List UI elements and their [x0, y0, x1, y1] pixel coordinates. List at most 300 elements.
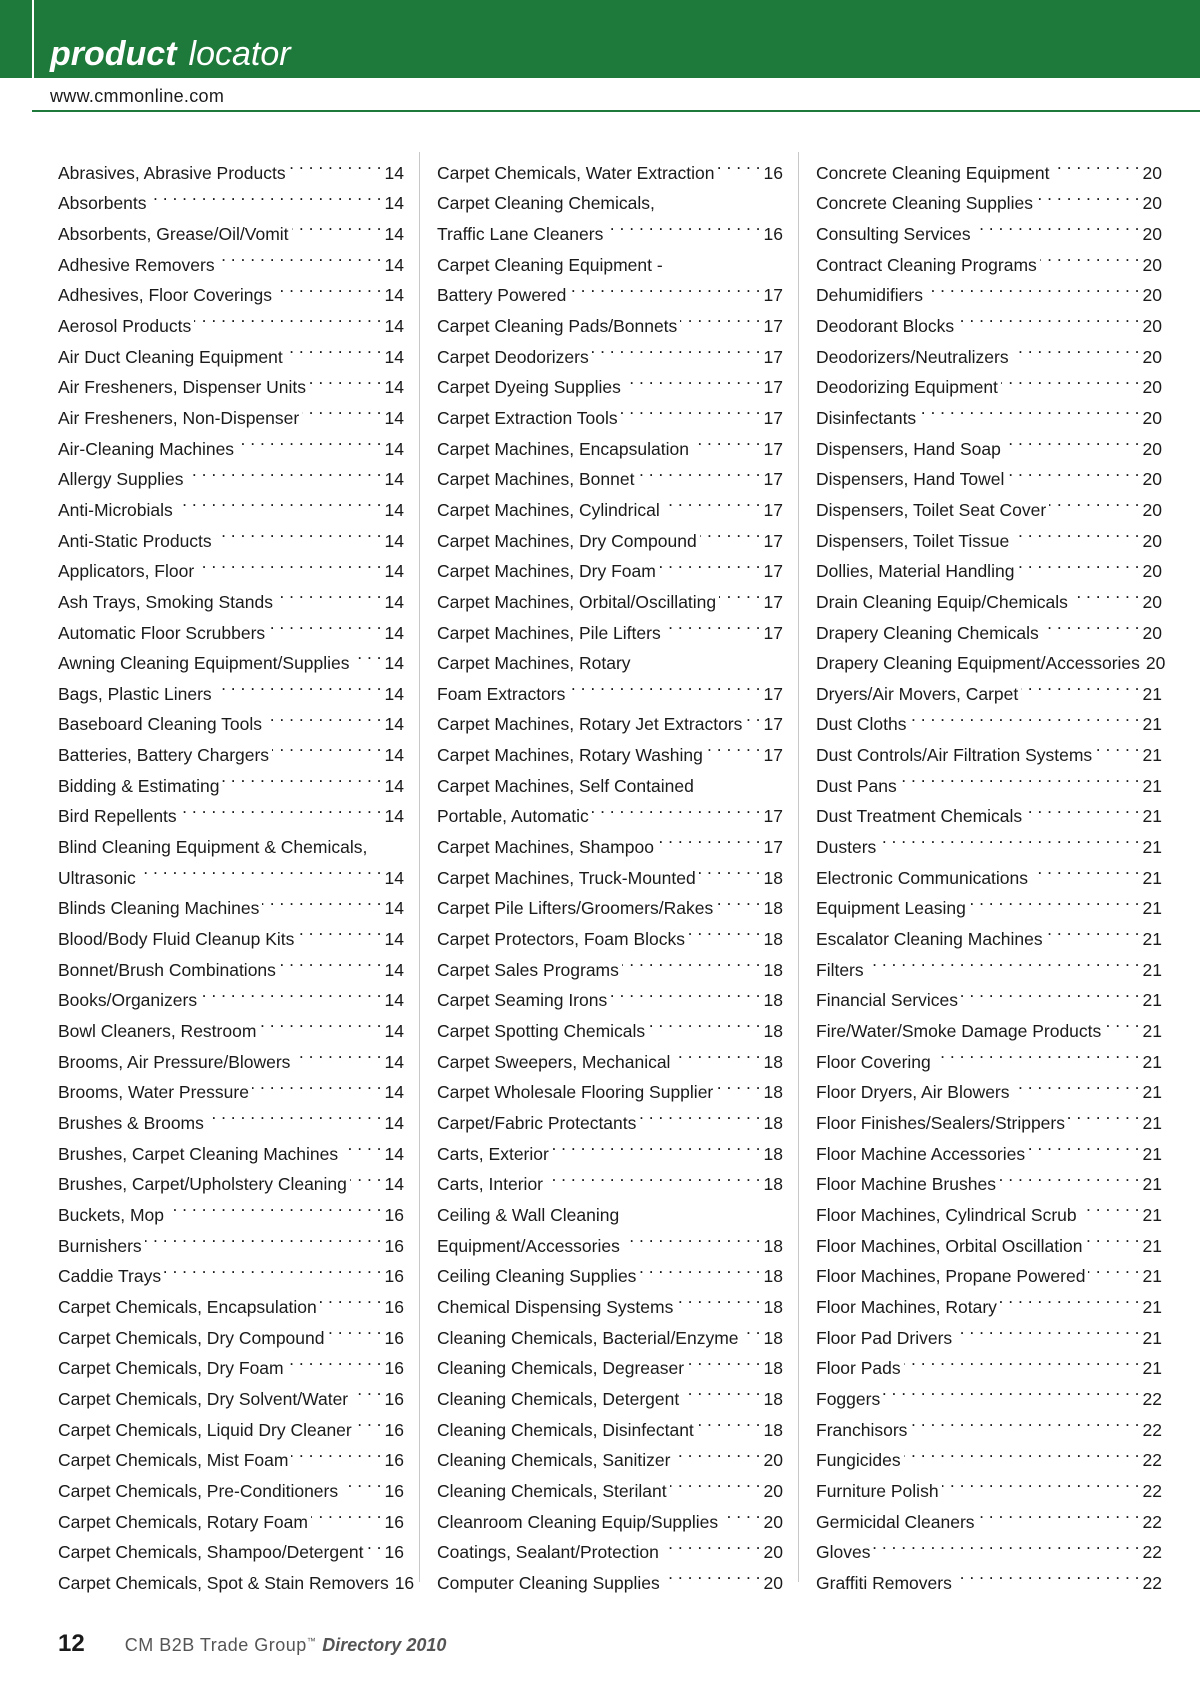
entry-label: Carpet Chemicals, Liquid Dry Cleaner — [58, 1419, 352, 1440]
entry-page-number: 14 — [384, 315, 404, 336]
entry-label: Dust Treatment Chemicals — [816, 806, 1023, 827]
dot-leader — [1085, 1221, 1139, 1252]
page-title-rest: locator — [188, 35, 291, 73]
entry-label: Carpet Machines, Dry Foam — [437, 561, 656, 582]
dot-leader — [673, 1436, 760, 1467]
dot-leader — [370, 822, 401, 853]
entry-label: Carpet Machines, Rotary Jet Extractors — [437, 714, 743, 735]
entry-label: Cleanroom Cleaning Equip/Supplies — [437, 1511, 719, 1532]
entry-label: Deodorant Blocks — [816, 315, 955, 336]
publisher-name — [125, 1635, 317, 1656]
entry-page-number: 18 — [763, 898, 783, 919]
entry-label: Carts, Interior — [437, 1174, 543, 1195]
entry-page-number: 14 — [384, 530, 404, 551]
entry-page-number: 16 — [384, 1542, 404, 1563]
entry-page-number: 17 — [763, 622, 783, 643]
entry-label: Equipment Leasing — [816, 898, 966, 919]
entry-label: Absorbents — [58, 193, 147, 214]
entry-page-number: 18 — [763, 929, 783, 950]
entry-page-number: 20 — [1142, 561, 1162, 582]
index-column-2 — [437, 148, 783, 1593]
dot-leader — [658, 179, 780, 210]
entry-label: Dryers/Air Movers, Carpet — [816, 683, 1019, 704]
entry-page-number: 20 — [1142, 622, 1162, 643]
entry-label: Dispensers, Toilet Seat Cover — [816, 499, 1047, 520]
entry-label: Fungicides — [816, 1450, 901, 1471]
entry-label: Floor Finishes/Sealers/Strippers — [816, 1113, 1065, 1133]
entry-page-number: 14 — [384, 162, 404, 183]
entry-page-number: 14 — [384, 1082, 404, 1103]
entry-page-number: 21 — [1142, 1358, 1162, 1379]
entry-page-number: 21 — [1142, 837, 1162, 858]
entry-label: Bowl Cleaners, Restroom — [58, 1021, 257, 1042]
dot-leader — [552, 1129, 761, 1160]
dot-leader — [662, 1528, 761, 1559]
entry-label: Traffic Lane Cleaners — [437, 223, 604, 244]
dot-leader — [546, 1160, 761, 1191]
dot-leader — [623, 1221, 761, 1252]
entry-page-number: 14 — [384, 775, 404, 796]
entry-page-number: 18 — [763, 1388, 783, 1409]
entry-label: Furniture Polish — [816, 1480, 939, 1501]
entry-page-number: 20 — [1142, 591, 1162, 612]
entry-label: Carpet Cleaning Equipment - — [437, 254, 663, 275]
entry-page-number: 20 — [1142, 285, 1162, 306]
dot-leader — [139, 853, 382, 884]
entry-page-number: 20 — [1142, 469, 1162, 490]
entry-label: Carpet Cleaning Chemicals, — [437, 193, 655, 214]
entry-label: Computer Cleaning Supplies — [437, 1572, 660, 1593]
header-divider — [32, 110, 1200, 112]
entry-label: Cleaning Chemicals, Bacterial/Enzyme — [437, 1327, 739, 1348]
dot-leader — [1013, 1068, 1140, 1099]
dot-leader — [742, 1313, 761, 1344]
dot-leader — [1042, 608, 1140, 639]
entry-page-number: 14 — [384, 929, 404, 950]
entry-label: Floor Dryers, Air Blowers — [816, 1082, 1010, 1103]
dot-leader — [1004, 424, 1140, 455]
entry-page-number: 16 — [384, 1266, 404, 1287]
entry-label: Carpet Machines, Encapsulation — [437, 438, 689, 459]
entry-label: Brooms, Water Pressure — [58, 1082, 249, 1103]
dot-leader — [351, 1374, 381, 1405]
dot-leader — [194, 301, 381, 332]
dot-leader — [145, 1221, 382, 1252]
dot-leader — [366, 1528, 381, 1559]
entry-label: Chemical Dispensing Systems — [437, 1296, 674, 1317]
dot-leader — [961, 976, 1140, 1007]
entry-page-number: 14 — [384, 346, 404, 367]
dot-leader — [1001, 363, 1140, 394]
dot-leader — [610, 976, 760, 1007]
dot-leader — [926, 271, 1140, 302]
dot-leader — [289, 148, 382, 179]
dot-leader — [1028, 1129, 1139, 1160]
dot-leader — [1012, 516, 1139, 547]
entry-page-number: 14 — [384, 622, 404, 643]
entry-page-number: 18 — [763, 1082, 783, 1103]
entry-label: Air Fresheners, Dispenser Units — [58, 377, 306, 398]
entry-page-number: 20 — [1142, 162, 1162, 183]
entry-page-number: 18 — [763, 1235, 783, 1256]
dot-leader — [215, 669, 382, 700]
entry-page-number: 18 — [763, 1358, 783, 1379]
dot-leader — [592, 332, 761, 363]
dot-leader — [1031, 853, 1140, 884]
entry-page-number: 20 — [763, 1450, 783, 1471]
entry-page-number: 16 — [384, 1511, 404, 1532]
dot-leader — [218, 240, 382, 271]
dot-leader — [286, 332, 382, 363]
dot-leader — [955, 1558, 1140, 1589]
entry-page-number: 20 — [1142, 346, 1162, 367]
dot-leader — [879, 822, 1139, 853]
entry-label: Foam Extractors — [437, 683, 566, 704]
entry-page-number: 14 — [384, 714, 404, 735]
dot-leader — [639, 1252, 760, 1283]
entry-label: Portable, Automatic — [437, 806, 589, 827]
entry-label: Adhesives, Floor Coverings — [58, 285, 272, 306]
entry-label: Equipment/Accessories — [437, 1235, 620, 1256]
entry-label: Dispensers, Hand Soap — [816, 438, 1001, 459]
entry-page-number: 14 — [384, 867, 404, 888]
entry-page-number: 17 — [763, 407, 783, 428]
entry-page-number: 17 — [763, 346, 783, 367]
entry-page-number: 21 — [1142, 1327, 1162, 1348]
dot-leader — [969, 884, 1140, 915]
dot-leader — [167, 1190, 382, 1221]
entry-label: Carpet Sales Programs — [437, 959, 619, 980]
entry-label: Floor Machine Brushes — [816, 1174, 996, 1195]
entry-label: Carpet Chemicals, Mist Foam — [58, 1450, 289, 1471]
column-divider — [798, 152, 799, 1582]
entry-label: Carpet Wholesale Flooring Supplier — [437, 1082, 714, 1103]
entry-label: Fire/Water/Smoke Damage Products — [816, 1021, 1102, 1042]
entry-label: Battery Powered — [437, 285, 567, 306]
entry-page-number: 21 — [1142, 1235, 1162, 1256]
entry-label: Carpet Machines, Shampoo — [437, 837, 654, 858]
entry-page-number: 17 — [763, 438, 783, 459]
dot-leader — [1049, 485, 1139, 516]
dot-leader — [676, 1282, 760, 1313]
entry-label: Carts, Exterior — [437, 1143, 549, 1164]
entry-label: Escalator Cleaning Machines — [816, 929, 1043, 950]
entry-label: Carpet Machines, Cylindrical — [437, 499, 660, 520]
dot-leader — [719, 577, 760, 608]
entry-label: Carpet/Fabric Protectants — [437, 1113, 637, 1133]
entry-page-number: 14 — [384, 1143, 404, 1164]
dot-leader — [648, 1006, 760, 1037]
entry-label: Cleaning Chemicals, Detergent — [437, 1388, 680, 1409]
dot-leader — [867, 945, 1140, 976]
entry-label: Cleaning Chemicals, Sterilant — [437, 1480, 667, 1501]
entry-page-number: 16 — [384, 1419, 404, 1440]
entry-page-number: 20 — [1142, 499, 1162, 520]
entry-label: Foggers — [816, 1388, 881, 1409]
entry-label: Awning Cleaning Equipment/Supplies — [58, 653, 350, 674]
dot-leader — [957, 301, 1139, 332]
dot-leader — [682, 1374, 760, 1405]
entry-label: Carpet Machines, Rotary Washing — [437, 745, 703, 766]
entry-page-number: 21 — [1142, 1296, 1162, 1317]
entry-page-number: 14 — [384, 469, 404, 490]
entry-page-number: 16 — [384, 1235, 404, 1256]
dot-leader — [1000, 1282, 1140, 1313]
dot-leader — [1095, 730, 1139, 761]
entry-page-number: 22 — [1142, 1511, 1162, 1532]
dot-leader — [355, 1405, 382, 1436]
dot-leader — [718, 148, 761, 179]
dot-leader — [215, 516, 382, 547]
entry-label: Caddie Trays — [58, 1266, 162, 1287]
dot-leader — [716, 1068, 760, 1099]
entry-page-number: 21 — [1142, 714, 1162, 735]
entry-label: Air Duct Cleaning Equipment — [58, 346, 283, 367]
entry-page-number: 20 — [763, 1542, 783, 1563]
entry-label: Ceiling Cleaning Supplies — [437, 1266, 637, 1287]
dot-leader — [978, 1497, 1140, 1528]
dot-leader — [180, 792, 382, 823]
dot-leader — [1017, 547, 1139, 578]
entry-page-number: 17 — [763, 837, 783, 858]
entry-page-number: 18 — [763, 1266, 783, 1287]
entry-label: Deodorizing Equipment — [816, 377, 998, 398]
dot-leader — [1021, 669, 1139, 700]
dot-leader — [670, 1466, 761, 1497]
dot-leader — [1068, 1098, 1140, 1129]
entry-page-number: 14 — [384, 377, 404, 398]
dot-leader — [268, 608, 381, 639]
dot-leader — [222, 761, 381, 792]
entry-page-number: 18 — [763, 959, 783, 980]
dot-leader — [1071, 577, 1140, 608]
entry-label: Carpet Protectors, Foam Blocks — [437, 929, 685, 950]
dot-leader — [716, 884, 760, 915]
entry-label: Carpet Machines, Truck-Mounted — [437, 867, 696, 888]
entry-page-number: 17 — [763, 530, 783, 551]
entry-label: Coatings, Sealant/Protection — [437, 1542, 659, 1563]
dot-leader — [706, 730, 761, 761]
dot-leader — [637, 455, 760, 486]
dot-leader — [328, 1313, 382, 1344]
dot-leader — [688, 914, 761, 945]
entry-page-number: 18 — [763, 1419, 783, 1440]
entry-label: Consulting Services — [816, 223, 971, 244]
entry-label: Dollies, Material Handling — [816, 561, 1015, 582]
entry-page-number: 21 — [1142, 806, 1162, 827]
entry-label: Carpet Pile Lifters/Groomers/Rakes — [437, 898, 714, 919]
entry-label: Drapery Cleaning Equipment/Accessories — [816, 653, 1140, 674]
directory-title: Directory 2010 — [322, 1635, 447, 1655]
entry-label: Deodorizers/Neutralizers — [816, 346, 1009, 367]
dot-leader — [745, 700, 760, 731]
entry-label: Abrasives, Abrasive Products — [58, 162, 286, 183]
entry-page-number: 21 — [1142, 1143, 1162, 1164]
dot-leader — [639, 1098, 760, 1129]
index-column-1 — [58, 148, 415, 1593]
entry-label: Floor Machines, Orbital Oscillation — [816, 1235, 1083, 1256]
entry-label: Floor Covering — [816, 1051, 931, 1072]
entry-label: Adhesive Removers — [58, 254, 215, 275]
dot-leader — [663, 485, 761, 516]
entry-label: Carpet Cleaning Pads/Bonnets — [437, 315, 678, 336]
entry-label: Dust Cloths — [816, 714, 907, 735]
entry-page-number: 14 — [384, 1051, 404, 1072]
dot-leader — [259, 1006, 381, 1037]
publisher-text: CM B2B Trade Group — [124, 1635, 307, 1655]
entry-label: Dust Pans — [816, 775, 897, 796]
dot-leader — [568, 669, 760, 700]
entry-page-number: 17 — [763, 806, 783, 827]
index-entry — [816, 148, 1162, 183]
entry-page-number: 18 — [763, 990, 783, 1011]
dot-leader — [955, 1313, 1139, 1344]
dot-leader — [150, 179, 382, 210]
entry-page-number: 21 — [1142, 898, 1162, 919]
entry-label: Bidding & Estimating — [58, 775, 220, 796]
dot-leader — [302, 393, 381, 424]
entry-page-number: 22 — [1142, 1480, 1162, 1501]
entry-page-number: 14 — [384, 990, 404, 1011]
dot-leader — [873, 1528, 1139, 1559]
entry-page-number: 16 — [763, 223, 783, 244]
entry-page-number: 21 — [1142, 775, 1162, 796]
entry-label: Anti-Static Products — [58, 530, 212, 551]
entry-label: Carpet Deodorizers — [437, 346, 589, 367]
entry-page-number: 21 — [1142, 1113, 1162, 1133]
entry-label: Carpet Chemicals, Encapsulation — [58, 1296, 317, 1317]
entry-page-number: 14 — [384, 653, 404, 674]
entry-page-number: 21 — [1142, 959, 1162, 980]
dot-leader — [666, 240, 780, 271]
header-left-rule — [32, 0, 34, 78]
entry-page-number: 20 — [1142, 315, 1162, 336]
entry-page-number: 17 — [763, 745, 783, 766]
entry-page-number: 20 — [1142, 438, 1162, 459]
entry-label: Blind Cleaning Equipment & Chemicals, — [58, 837, 368, 858]
entry-label: Buckets, Mop — [58, 1204, 165, 1225]
entry-page-number: 14 — [384, 1021, 404, 1042]
dot-leader — [621, 393, 761, 424]
entry-label: Batteries, Battery Chargers — [58, 745, 270, 766]
dot-leader — [942, 1466, 1140, 1497]
entry-page-number: 20 — [1142, 193, 1162, 214]
entry-label: Ultrasonic — [58, 867, 136, 888]
entry-label: Brooms, Air Pressure/Blowers — [58, 1051, 291, 1072]
dot-leader — [934, 1037, 1140, 1068]
entry-label: Bird Repellents — [58, 806, 177, 827]
dot-leader — [275, 271, 382, 302]
dot-leader — [350, 1160, 382, 1191]
dot-leader — [1040, 240, 1140, 271]
entry-label: Brushes & Brooms — [58, 1113, 204, 1133]
entry-page-number: 14 — [384, 285, 404, 306]
dot-leader — [1052, 148, 1139, 179]
dot-leader — [700, 516, 761, 547]
dot-leader — [186, 455, 381, 486]
entry-label: Brushes, Carpet/Upholstery Cleaning — [58, 1174, 347, 1195]
entry-page-number: 16 — [763, 162, 783, 183]
entry-label: Floor Machines, Cylindrical Scrub — [816, 1204, 1077, 1225]
dot-leader — [900, 761, 1140, 792]
dot-leader — [664, 608, 761, 639]
entry-label: Dispensers, Toilet Tissue — [816, 530, 1010, 551]
entry-label: Aerosol Products — [58, 315, 192, 336]
entry-label: Anti-Microbials — [58, 499, 173, 520]
entry-label: Carpet Chemicals, Dry Solvent/Water — [58, 1388, 349, 1409]
entry-label: Carpet Dyeing Supplies — [437, 377, 621, 398]
index-column-3 — [816, 148, 1166, 1593]
entry-page-number: 14 — [384, 561, 404, 582]
dot-leader — [592, 792, 761, 823]
dot-leader — [606, 209, 760, 240]
website-url[interactable]: www.cmmonline.com — [50, 86, 225, 106]
entry-page-number: 21 — [1142, 1082, 1162, 1103]
entry-page-number: 20 — [763, 1511, 783, 1532]
entry-label: Floor Machines, Rotary — [816, 1296, 997, 1317]
entry-label: Ceiling & Wall Cleaning — [437, 1204, 620, 1225]
entry-page-number: 14 — [384, 438, 404, 459]
entry-page-number: 16 — [384, 1204, 404, 1225]
entry-label: Carpet Chemicals, Spot & Stain Removers — [58, 1572, 389, 1593]
dot-leader — [883, 1374, 1139, 1405]
entry-label: Carpet Chemicals, Pre-Conditioners — [58, 1480, 339, 1501]
entry-page-number: 18 — [763, 1051, 783, 1072]
dot-leader — [311, 1497, 382, 1528]
entry-page-number: 14 — [384, 959, 404, 980]
entry-label: Bags, Plastic Liners — [58, 683, 212, 704]
entry-label: Drapery Cleaning Chemicals — [816, 622, 1039, 643]
entry-page-number: 14 — [384, 806, 404, 827]
dot-leader — [341, 1466, 381, 1497]
entry-page-number: 21 — [1142, 1021, 1162, 1042]
entry-page-number: 14 — [384, 223, 404, 244]
entry-page-number: 22 — [1142, 1388, 1162, 1409]
entry-label: Dispensers, Hand Towel — [816, 469, 1005, 490]
index-entry — [816, 945, 1162, 980]
entry-page-number: 14 — [384, 745, 404, 766]
entry-page-number: 21 — [1142, 1266, 1162, 1287]
entry-page-number: 14 — [384, 1174, 404, 1195]
page-footer — [58, 1630, 446, 1658]
dot-leader — [293, 1037, 381, 1068]
page-title — [50, 34, 291, 74]
entry-page-number: 14 — [384, 591, 404, 612]
entry-page-number: 17 — [763, 683, 783, 704]
dot-leader — [1025, 792, 1139, 823]
dot-leader — [569, 271, 760, 302]
entry-label: Floor Machines, Propane Powered — [816, 1266, 1086, 1287]
entry-label: Dust Controls/Air Filtration Systems — [816, 745, 1093, 766]
entry-page-number: 16 — [384, 1358, 404, 1379]
entry-label: Automatic Floor Scrubbers — [58, 622, 266, 643]
entry-label: Floor Pad Drivers — [816, 1327, 953, 1348]
page-title-bold: product — [50, 35, 177, 73]
entry-label: Cleaning Chemicals, Degreaser — [437, 1358, 685, 1379]
entry-page-number: 20 — [1142, 223, 1162, 244]
entry-page-number: 14 — [384, 499, 404, 520]
dot-leader — [341, 1129, 381, 1160]
dot-leader — [197, 547, 381, 578]
index-entry — [58, 148, 404, 183]
entry-label: Air Fresheners, Non-Dispenser — [58, 407, 300, 428]
entry-page-number: 17 — [763, 469, 783, 490]
dot-leader — [1012, 332, 1140, 363]
entry-label: Baseboard Cleaning Tools — [58, 714, 262, 735]
entry-label: Carpet Chemicals, Water Extraction — [437, 162, 715, 183]
entry-label: Carpet Chemicals, Dry Foam — [58, 1358, 284, 1379]
entry-label: Carpet Machines, Pile Lifters — [437, 622, 661, 643]
